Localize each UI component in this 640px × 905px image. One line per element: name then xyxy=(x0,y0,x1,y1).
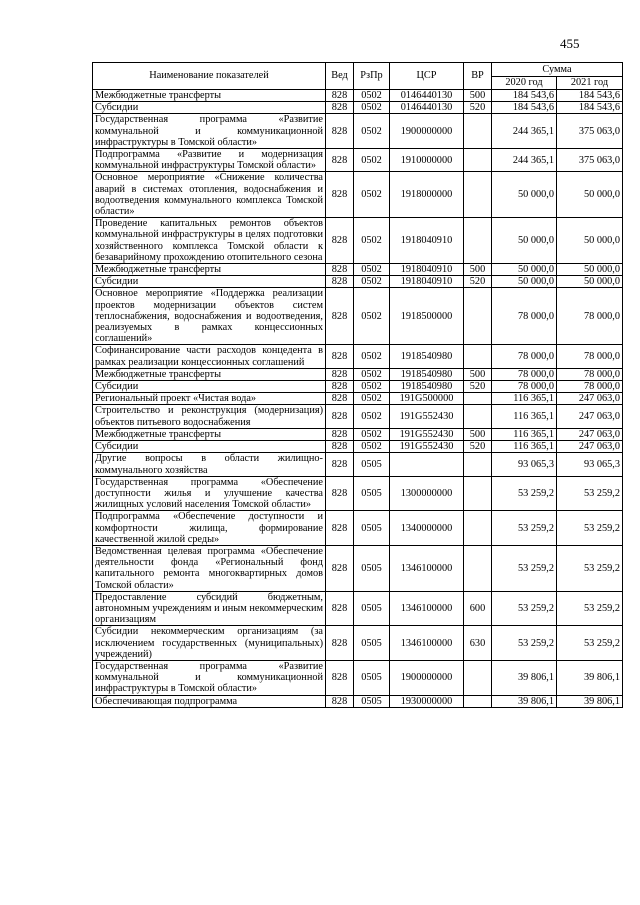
cell-name: Проведение капитальных ремонтов объектов коммунальной инфраструктуры в целях подготовки хозяйственного комплекса Томской области к безаварийному прохождению отопительного сезона xyxy=(93,218,326,264)
cell-y2020: 50 000,0 xyxy=(492,264,557,276)
table-row xyxy=(93,149,623,172)
table-row xyxy=(93,453,623,476)
cell-ved: 828 xyxy=(326,264,354,276)
cell-rzpr: 0502 xyxy=(354,114,390,149)
cell-vr xyxy=(464,545,492,591)
cell-y2021: 50 000,0 xyxy=(557,218,623,264)
table-row xyxy=(93,511,623,546)
cell-rzpr: 0502 xyxy=(354,288,390,345)
cell-ved: 828 xyxy=(326,288,354,345)
cell-rzpr: 0502 xyxy=(354,428,390,440)
cell-name: Подпрограмма «Развитие и модернизация коммунальной инфраструктуры Томской области» xyxy=(93,149,326,172)
cell-y2020: 244 365,1 xyxy=(492,114,557,149)
table-row xyxy=(93,441,623,453)
cell-ved: 828 xyxy=(326,345,354,368)
cell-y2020: 50 000,0 xyxy=(492,276,557,288)
cell-y2020: 50 000,0 xyxy=(492,218,557,264)
cell-csr: 1918040910 xyxy=(390,264,464,276)
cell-y2021: 247 063,0 xyxy=(557,393,623,405)
cell-ved: 828 xyxy=(326,476,354,511)
table-row xyxy=(93,218,623,264)
cell-csr: 1900000000 xyxy=(390,660,464,695)
cell-ved: 828 xyxy=(326,591,354,626)
cell-name: Ведомственная целевая программа «Обеспечение деятельности фонда «Региональный фонд капитального ремонта многоквартирных домов Томской области» xyxy=(93,545,326,591)
cell-csr: 191G552430 xyxy=(390,405,464,428)
cell-vr: 630 xyxy=(464,626,492,661)
cell-vr: 520 xyxy=(464,381,492,393)
cell-vr: 520 xyxy=(464,276,492,288)
cell-name: Субсидии xyxy=(93,102,326,114)
cell-ved: 828 xyxy=(326,172,354,218)
cell-y2021: 78 000,0 xyxy=(557,381,623,393)
cell-rzpr: 0502 xyxy=(354,381,390,393)
cell-y2020: 53 259,2 xyxy=(492,591,557,626)
cell-y2021: 53 259,2 xyxy=(557,626,623,661)
cell-vr: 500 xyxy=(464,368,492,380)
table-row xyxy=(93,90,623,102)
cell-ved: 828 xyxy=(326,511,354,546)
cell-csr: 1918000000 xyxy=(390,172,464,218)
cell-csr: 1918540980 xyxy=(390,368,464,380)
cell-ved: 828 xyxy=(326,218,354,264)
cell-ved: 828 xyxy=(326,453,354,476)
table-row xyxy=(93,102,623,114)
cell-name: Межбюджетные трансферты xyxy=(93,90,326,102)
cell-y2021: 53 259,2 xyxy=(557,511,623,546)
cell-csr xyxy=(390,453,464,476)
cell-rzpr: 0502 xyxy=(354,172,390,218)
cell-csr: 1300000000 xyxy=(390,476,464,511)
cell-name: Межбюджетные трансферты xyxy=(93,368,326,380)
cell-y2020: 78 000,0 xyxy=(492,381,557,393)
cell-rzpr: 0505 xyxy=(354,695,390,707)
cell-rzpr: 0502 xyxy=(354,368,390,380)
cell-rzpr: 0502 xyxy=(354,264,390,276)
cell-rzpr: 0502 xyxy=(354,441,390,453)
table-row xyxy=(93,264,623,276)
cell-ved: 828 xyxy=(326,405,354,428)
cell-name: Обеспечивающая подпрограмма xyxy=(93,695,326,707)
cell-y2021: 247 063,0 xyxy=(557,405,623,428)
cell-ved: 828 xyxy=(326,393,354,405)
cell-vr xyxy=(464,218,492,264)
cell-name: Подпрограмма «Обеспечение доступности и комфортности жилища, формирование качественной жилой среды» xyxy=(93,511,326,546)
cell-ved: 828 xyxy=(326,102,354,114)
budget-table xyxy=(92,62,623,708)
cell-vr: 520 xyxy=(464,441,492,453)
cell-ved: 828 xyxy=(326,276,354,288)
cell-y2021: 93 065,3 xyxy=(557,453,623,476)
cell-name: Субсидии xyxy=(93,381,326,393)
cell-csr: 1346100000 xyxy=(390,591,464,626)
cell-vr: 500 xyxy=(464,90,492,102)
cell-vr xyxy=(464,149,492,172)
cell-rzpr: 0505 xyxy=(354,660,390,695)
table-row xyxy=(93,288,623,345)
cell-vr xyxy=(464,172,492,218)
cell-csr: 0146440130 xyxy=(390,90,464,102)
cell-vr xyxy=(464,695,492,707)
cell-csr: 1340000000 xyxy=(390,511,464,546)
cell-rzpr: 0505 xyxy=(354,626,390,661)
cell-y2020: 53 259,2 xyxy=(492,545,557,591)
cell-y2021: 184 543,6 xyxy=(557,102,623,114)
table-row xyxy=(93,428,623,440)
cell-y2020: 116 365,1 xyxy=(492,428,557,440)
cell-ved: 828 xyxy=(326,114,354,149)
cell-name: Межбюджетные трансферты xyxy=(93,428,326,440)
cell-y2020: 53 259,2 xyxy=(492,626,557,661)
cell-y2021: 78 000,0 xyxy=(557,368,623,380)
cell-y2021: 375 063,0 xyxy=(557,114,623,149)
cell-vr xyxy=(464,511,492,546)
header-sum: Сумма xyxy=(492,63,623,77)
cell-ved: 828 xyxy=(326,626,354,661)
cell-vr: 500 xyxy=(464,264,492,276)
cell-ved: 828 xyxy=(326,90,354,102)
cell-vr xyxy=(464,288,492,345)
table-row xyxy=(93,276,623,288)
cell-y2021: 53 259,2 xyxy=(557,591,623,626)
cell-y2020: 39 806,1 xyxy=(492,695,557,707)
cell-name: Строительство и реконструкция (модернизация) объектов питьевого водоснабжения xyxy=(93,405,326,428)
cell-rzpr: 0505 xyxy=(354,591,390,626)
cell-vr: 520 xyxy=(464,102,492,114)
cell-y2021: 375 063,0 xyxy=(557,149,623,172)
cell-name: Государственная программа «Развитие коммунальной и коммуникационной инфраструктуры в Томской области» xyxy=(93,114,326,149)
cell-y2021: 78 000,0 xyxy=(557,345,623,368)
cell-y2021: 39 806,1 xyxy=(557,660,623,695)
cell-rzpr: 0502 xyxy=(354,276,390,288)
cell-name: Основное мероприятие «Снижение количества аварий в системах отопления, водоснабжения и водоотведения коммунального комплекса Томской области» xyxy=(93,172,326,218)
cell-y2021: 184 543,6 xyxy=(557,90,623,102)
cell-rzpr: 0502 xyxy=(354,405,390,428)
cell-y2021: 53 259,2 xyxy=(557,476,623,511)
cell-y2020: 50 000,0 xyxy=(492,172,557,218)
cell-name: Межбюджетные трансферты xyxy=(93,264,326,276)
cell-name: Другие вопросы в области жилищно-коммунального хозяйства xyxy=(93,453,326,476)
table-row xyxy=(93,660,623,695)
cell-csr: 191G500000 xyxy=(390,393,464,405)
cell-y2021: 50 000,0 xyxy=(557,172,623,218)
cell-rzpr: 0502 xyxy=(354,102,390,114)
cell-rzpr: 0505 xyxy=(354,511,390,546)
cell-csr: 1346100000 xyxy=(390,545,464,591)
cell-csr: 1918500000 xyxy=(390,288,464,345)
table-row xyxy=(93,368,623,380)
cell-ved: 828 xyxy=(326,695,354,707)
header-name: Наименование показателей xyxy=(93,63,326,90)
cell-y2020: 78 000,0 xyxy=(492,368,557,380)
cell-vr: 500 xyxy=(464,428,492,440)
cell-rzpr: 0505 xyxy=(354,476,390,511)
cell-csr: 191G552430 xyxy=(390,441,464,453)
table-row xyxy=(93,476,623,511)
header-vr: ВР xyxy=(464,63,492,90)
cell-y2021: 50 000,0 xyxy=(557,276,623,288)
cell-vr xyxy=(464,405,492,428)
cell-rzpr: 0502 xyxy=(354,149,390,172)
cell-rzpr: 0502 xyxy=(354,218,390,264)
cell-name: Субсидии xyxy=(93,441,326,453)
cell-y2021: 39 806,1 xyxy=(557,695,623,707)
cell-csr: 191G552430 xyxy=(390,428,464,440)
cell-name: Государственная программа «Развитие коммунальной и коммуникационной инфраструктуры в Томской области» xyxy=(93,660,326,695)
cell-vr xyxy=(464,114,492,149)
cell-vr xyxy=(464,660,492,695)
cell-csr: 1910000000 xyxy=(390,149,464,172)
cell-ved: 828 xyxy=(326,545,354,591)
table-row xyxy=(93,381,623,393)
cell-y2021: 247 063,0 xyxy=(557,441,623,453)
table-row xyxy=(93,114,623,149)
cell-ved: 828 xyxy=(326,149,354,172)
cell-name: Государственная программа «Обеспечение доступности жилья и улучшение качества жилищных условий населения Томской области» xyxy=(93,476,326,511)
cell-csr: 1918040910 xyxy=(390,218,464,264)
cell-name: Региональный проект «Чистая вода» xyxy=(93,393,326,405)
cell-vr: 600 xyxy=(464,591,492,626)
cell-y2020: 39 806,1 xyxy=(492,660,557,695)
cell-rzpr: 0502 xyxy=(354,345,390,368)
page-number: 455 xyxy=(560,36,580,51)
header-ved: Вед xyxy=(326,63,354,90)
cell-name: Субсидии xyxy=(93,276,326,288)
header-2020: 2020 год xyxy=(492,76,557,90)
cell-vr xyxy=(464,476,492,511)
cell-csr: 1918540980 xyxy=(390,381,464,393)
cell-y2020: 78 000,0 xyxy=(492,345,557,368)
cell-vr xyxy=(464,345,492,368)
cell-name: Предоставление субсидий бюджетным, автономным учреждениям и иным некоммерческим организациям xyxy=(93,591,326,626)
cell-vr xyxy=(464,393,492,405)
cell-y2020: 116 365,1 xyxy=(492,441,557,453)
cell-y2021: 247 063,0 xyxy=(557,428,623,440)
table-row xyxy=(93,626,623,661)
cell-ved: 828 xyxy=(326,368,354,380)
header-2021: 2021 год xyxy=(557,76,623,90)
cell-rzpr: 0502 xyxy=(354,90,390,102)
header-rzpr: РзПр xyxy=(354,63,390,90)
cell-ved: 828 xyxy=(326,381,354,393)
cell-y2021: 78 000,0 xyxy=(557,288,623,345)
cell-csr: 1918040910 xyxy=(390,276,464,288)
cell-y2020: 184 543,6 xyxy=(492,102,557,114)
cell-y2020: 53 259,2 xyxy=(492,511,557,546)
cell-vr xyxy=(464,453,492,476)
cell-y2020: 53 259,2 xyxy=(492,476,557,511)
cell-name: Основное мероприятие «Поддержка реализации проектов модернизации объектов систем теплоснабжения, водоснабжения и водоотведения, реализуемых в рамках концессионных соглашений» xyxy=(93,288,326,345)
header-row xyxy=(93,63,623,77)
cell-ved: 828 xyxy=(326,441,354,453)
cell-y2020: 116 365,1 xyxy=(492,405,557,428)
table-body xyxy=(93,90,623,708)
cell-csr: 1346100000 xyxy=(390,626,464,661)
cell-rzpr: 0505 xyxy=(354,453,390,476)
cell-y2021: 53 259,2 xyxy=(557,545,623,591)
table-row xyxy=(93,405,623,428)
header-csr: ЦСР xyxy=(390,63,464,90)
table-row xyxy=(93,345,623,368)
table-row xyxy=(93,545,623,591)
cell-csr: 0146440130 xyxy=(390,102,464,114)
cell-y2020: 93 065,3 xyxy=(492,453,557,476)
cell-name: Субсидии некоммерческим организациям (за исключением государственных (муниципальных) учреждений) xyxy=(93,626,326,661)
cell-y2020: 78 000,0 xyxy=(492,288,557,345)
cell-ved: 828 xyxy=(326,660,354,695)
cell-csr: 1900000000 xyxy=(390,114,464,149)
cell-y2020: 244 365,1 xyxy=(492,149,557,172)
cell-y2020: 116 365,1 xyxy=(492,393,557,405)
table-row xyxy=(93,393,623,405)
cell-csr: 1918540980 xyxy=(390,345,464,368)
cell-y2021: 50 000,0 xyxy=(557,264,623,276)
table-row xyxy=(93,172,623,218)
table-row xyxy=(93,695,623,707)
cell-csr: 1930000000 xyxy=(390,695,464,707)
cell-rzpr: 0502 xyxy=(354,393,390,405)
table-row xyxy=(93,591,623,626)
cell-rzpr: 0505 xyxy=(354,545,390,591)
cell-y2020: 184 543,6 xyxy=(492,90,557,102)
cell-ved: 828 xyxy=(326,428,354,440)
cell-name: Софинансирование части расходов концедента в рамках реализации концессионных соглашений xyxy=(93,345,326,368)
